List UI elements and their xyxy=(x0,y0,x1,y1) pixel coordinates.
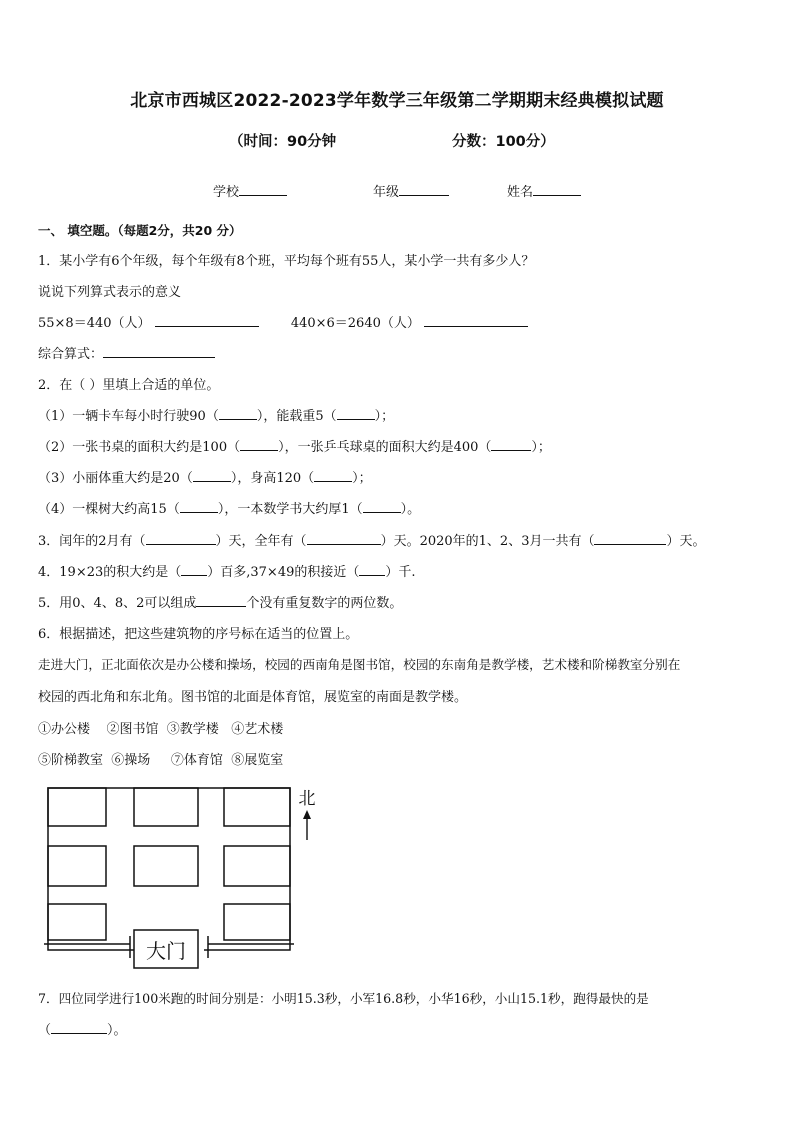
q1-combined-row xyxy=(38,343,215,362)
campus-wall xyxy=(48,788,290,950)
q2-item4-b: ），一本数学书大约厚1（ xyxy=(217,502,363,517)
q3-b: ）天，全年有（ xyxy=(215,534,307,549)
q5-blank[interactable] xyxy=(196,594,246,607)
north-label: 北 xyxy=(298,789,316,809)
grade-label: 年级 xyxy=(373,185,400,200)
q3-text xyxy=(38,530,705,549)
q4-text xyxy=(38,561,416,580)
box-east[interactable] xyxy=(224,846,290,886)
box-northeast[interactable] xyxy=(224,788,290,826)
gate-label: 大门 xyxy=(146,939,186,963)
exam-title: 北京市西城区2022-2023学年数学三年级第二学期期末经典模拟试题 xyxy=(130,91,664,111)
box-southeast[interactable] xyxy=(224,904,290,940)
q1-blank2[interactable] xyxy=(424,314,528,327)
school-blank[interactable] xyxy=(239,183,287,196)
q2-blank1[interactable] xyxy=(219,407,257,420)
q2-blank2[interactable] xyxy=(337,407,375,420)
q2-item3 xyxy=(38,467,372,486)
q6-options2: ⑤阶梯教室 ⑥操场 ⑦体育馆 ⑧展览室 xyxy=(38,753,284,768)
q1-expr-row xyxy=(38,312,528,331)
q3-blank1[interactable] xyxy=(146,532,216,545)
q7-answer-row xyxy=(38,1019,127,1038)
q3-blank2[interactable] xyxy=(307,532,381,545)
q2-item4-c: ）。 xyxy=(400,502,421,517)
q1-expr1: 55×8＝440（人） xyxy=(38,316,151,331)
q6-desc2: 校园的西北角和东北角。图书馆的北面是体育馆，展览室的南面是教学楼。 xyxy=(38,690,468,705)
exam-score: 分数：100分） xyxy=(452,134,555,150)
q6-text: 6．根据描述，把这些建筑物的序号标在适当的位置上。 xyxy=(38,627,359,642)
q2-item1-a: （1）一辆卡车每小时行驶90（ xyxy=(38,409,219,424)
q4-a: 4．19×23的积大约是（ xyxy=(38,565,182,580)
name-field xyxy=(507,181,581,200)
q2-blank4[interactable] xyxy=(491,438,531,451)
q2-blank8[interactable] xyxy=(363,500,401,513)
q7-text: 7．四位同学进行100米跑的时间分别是：小明15.3秒，小军16.8秒，小华16秒，小山15.1秒，跑得最快的是 xyxy=(38,991,649,1006)
box-west[interactable] xyxy=(48,846,106,886)
section-heading: 一、 填空题。（每题2分，共20 分） xyxy=(38,223,242,238)
q3-d: ）天。 xyxy=(666,534,706,549)
q2-blank5[interactable] xyxy=(193,469,231,482)
q1-blank3[interactable] xyxy=(103,345,215,358)
q1-combined-label: 综合算式： xyxy=(38,347,104,362)
q2-blank3[interactable] xyxy=(240,438,278,451)
q7-blank[interactable] xyxy=(51,1021,107,1034)
q2-blank6[interactable] xyxy=(314,469,352,482)
q2-item3-a: （3）小丽体重大约是20（ xyxy=(38,471,193,486)
box-southwest[interactable] xyxy=(48,904,106,940)
q1-blank1[interactable] xyxy=(155,314,259,327)
exam-time: （时间：90分钟 xyxy=(229,134,337,150)
q2-item1-c: ）； xyxy=(374,409,395,424)
q5-b: 个没有重复数字的两位数。 xyxy=(246,596,403,611)
q2-item2-c: ）； xyxy=(531,440,551,455)
q3-blank3[interactable] xyxy=(594,532,666,545)
q2-item4 xyxy=(38,498,420,517)
grade-blank[interactable] xyxy=(399,183,449,196)
name-label: 姓名 xyxy=(507,185,534,200)
q5-a: 5．用0、4、8、2可以组成 xyxy=(38,596,197,611)
q2-item4-a: （4）一棵树大约高15（ xyxy=(38,502,180,517)
q1-prompt: 说说下列算式表示的意义 xyxy=(38,285,182,300)
q2-item1-b: ），能载重5（ xyxy=(256,409,337,424)
q4-blank2[interactable] xyxy=(359,563,385,576)
q2-item3-c: ）； xyxy=(352,471,372,486)
q1-expr2: 440×6＝2640（人） xyxy=(290,316,420,331)
q6-options1: ①办公楼 ②图书馆 ③教学楼 ④艺术楼 xyxy=(38,722,284,737)
q2-text: 2．在（ ）里填上合适的单位。 xyxy=(38,378,220,393)
name-blank[interactable] xyxy=(533,183,581,196)
school-field xyxy=(213,181,287,200)
box-northwest[interactable] xyxy=(48,788,106,826)
q7-b: ）。 xyxy=(107,1023,127,1038)
q4-c: ）千. xyxy=(385,565,416,580)
north-arrow-icon xyxy=(303,810,311,840)
q2-item3-b: ），身高120（ xyxy=(230,471,315,486)
q2-item2-b: ），一张乒乓球桌的面积大约是400（ xyxy=(278,440,492,455)
q6-desc1: 走进大门，正北面依次是办公楼和操场，校园的西南角是图书馆，校园的东南角是教学楼，艺术楼和阶梯教室分别在 xyxy=(38,657,681,672)
school-label: 学校 xyxy=(213,185,240,200)
q2-item2-a: （2）一张书桌的面积大约是100（ xyxy=(38,440,241,455)
campus-map xyxy=(44,784,334,974)
q2-item1 xyxy=(38,405,394,424)
q2-blank7[interactable] xyxy=(180,500,218,513)
q5-text xyxy=(38,592,402,611)
box-center[interactable] xyxy=(134,846,198,886)
box-north-center[interactable] xyxy=(134,788,198,826)
q4-b: ）百多,37×49的积接近（ xyxy=(207,565,360,580)
q2-item2 xyxy=(38,436,551,455)
grade-field xyxy=(373,181,449,200)
q3-c: ）天。2020年的1、2、3月一共有（ xyxy=(380,534,595,549)
q7-a: （ xyxy=(38,1023,52,1038)
q1-text: 1．某小学有6个年级，每个年级有8个班，平均每个班有55人，某小学一共有多少人？ xyxy=(38,254,535,269)
q3-a: 3．闰年的2月有（ xyxy=(38,534,146,549)
q4-blank1[interactable] xyxy=(181,563,207,576)
